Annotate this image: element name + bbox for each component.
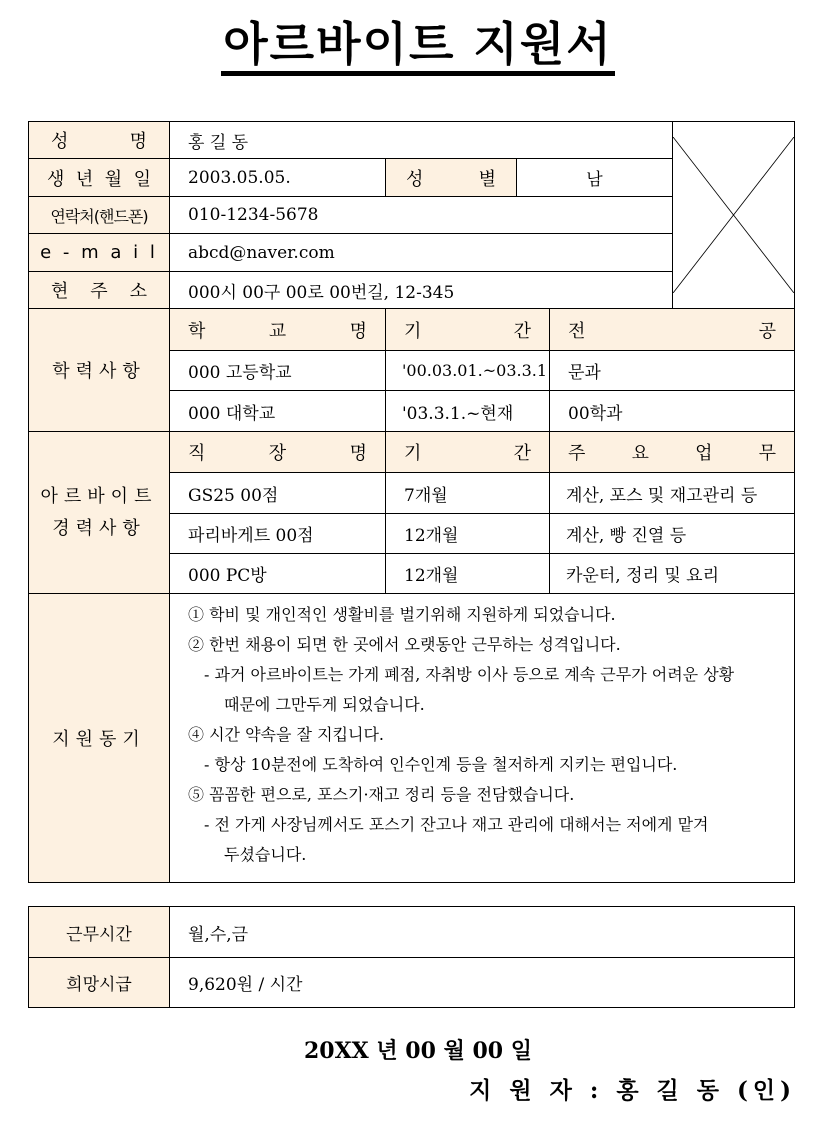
experience-period: 7개월 — [386, 473, 550, 514]
education-header-major: 전 공 — [550, 309, 795, 351]
wage-label: 희망시급 — [29, 958, 170, 1008]
education-school: 000 대학교 — [170, 391, 386, 432]
work-conditions-table — [28, 906, 795, 1008]
address-label: 현 주 소 — [29, 272, 170, 309]
address-value: 000시 00구 00로 00번길, 12-345 — [170, 272, 673, 309]
phone-value: 010-1234-5678 — [170, 197, 673, 234]
experience-workplace: 파리바게트 00점 — [170, 514, 386, 554]
motivation-line: ⑤ 꼼꼼한 편으로, 포스기·재고 정리 등을 전담했습니다. — [188, 785, 575, 804]
motivation-line: 때문에 그만두게 되었습니다. — [224, 695, 425, 714]
phone-label: 연락처(핸드폰) — [29, 197, 170, 234]
motivation-text — [170, 594, 795, 883]
experience-period: 12개월 — [386, 514, 550, 554]
work-hours-value: 월,수,금 — [170, 907, 795, 958]
motivation-line: 두셨습니다. — [224, 845, 307, 864]
experience-duty: 카운터, 정리 및 요리 — [550, 554, 795, 594]
email-label: e - m a i l — [29, 234, 170, 272]
education-period: '00.03.01.~03.3.1 — [386, 351, 550, 391]
education-major: 문과 — [550, 351, 795, 391]
applicant-signature: 지 원 자 : 홍 길 동 (인) — [469, 1077, 796, 1104]
photo-cross-icon — [673, 137, 794, 293]
education-header-period: 기 간 — [386, 309, 550, 351]
experience-period: 12개월 — [386, 554, 550, 594]
education-header-school: 학 교 명 — [170, 309, 386, 351]
name-label: 성 명 — [29, 122, 170, 159]
name-value: 홍 길 동 — [170, 122, 673, 159]
application-date: 20XX 년 00 월 00 일 — [303, 1038, 533, 1064]
education-school: 000 고등학교 — [170, 351, 386, 391]
experience-workplace: 000 PC방 — [170, 554, 386, 594]
experience-duty: 계산, 포스 및 재고관리 등 — [550, 473, 795, 514]
motivation-line: ④ 시간 약속을 잘 지킵니다. — [188, 725, 384, 744]
work-hours-label: 근무시간 — [29, 907, 170, 958]
education-label: 학력사항 — [29, 309, 170, 432]
education-major: 00학과 — [550, 391, 795, 432]
application-form-table — [28, 121, 795, 883]
motivation-line: ① 학비 및 개인적인 생활비를 벌기위해 지원하게 되었습니다. — [188, 605, 616, 624]
experience-label: 아르바이트 경력사항 — [29, 432, 170, 594]
education-period: '03.3.1.~현재 — [386, 391, 550, 432]
motivation-label: 지원동기 — [29, 594, 170, 883]
experience-workplace: GS25 00점 — [170, 473, 386, 514]
page-title: 아르바이트 지원서 — [0, 14, 836, 74]
motivation-line: - 항상 10분전에 도착하여 인수인계 등을 철저하게 지키는 편입니다. — [204, 755, 678, 774]
motivation-line: ② 한번 채용이 되면 한 곳에서 오랫동안 근무하는 성격입니다. — [188, 635, 621, 654]
birth-value: 2003.05.05. — [170, 159, 386, 197]
experience-header-workplace: 직 장 명 — [170, 432, 386, 473]
email-value: abcd@naver.com — [170, 234, 673, 272]
gender-value: 남 — [517, 159, 673, 197]
photo-placeholder[interactable] — [673, 122, 795, 309]
experience-header-duty: 주 요 업 무 — [550, 432, 795, 473]
birth-label: 생 년 월 일 — [29, 159, 170, 197]
experience-duty: 계산, 빵 진열 등 — [550, 514, 795, 554]
wage-value: 9,620원 / 시간 — [170, 958, 795, 1008]
gender-label: 성 별 — [386, 159, 517, 197]
motivation-line: - 전 가게 사장님께서도 포스기 잔고나 재고 관리에 대해서는 저에게 맡겨 — [204, 815, 709, 834]
motivation-line: - 과거 아르바이트는 가게 폐점, 자취방 이사 등으로 계속 근무가 어려운 상황 — [204, 665, 735, 684]
experience-header-period: 기 간 — [386, 432, 550, 473]
